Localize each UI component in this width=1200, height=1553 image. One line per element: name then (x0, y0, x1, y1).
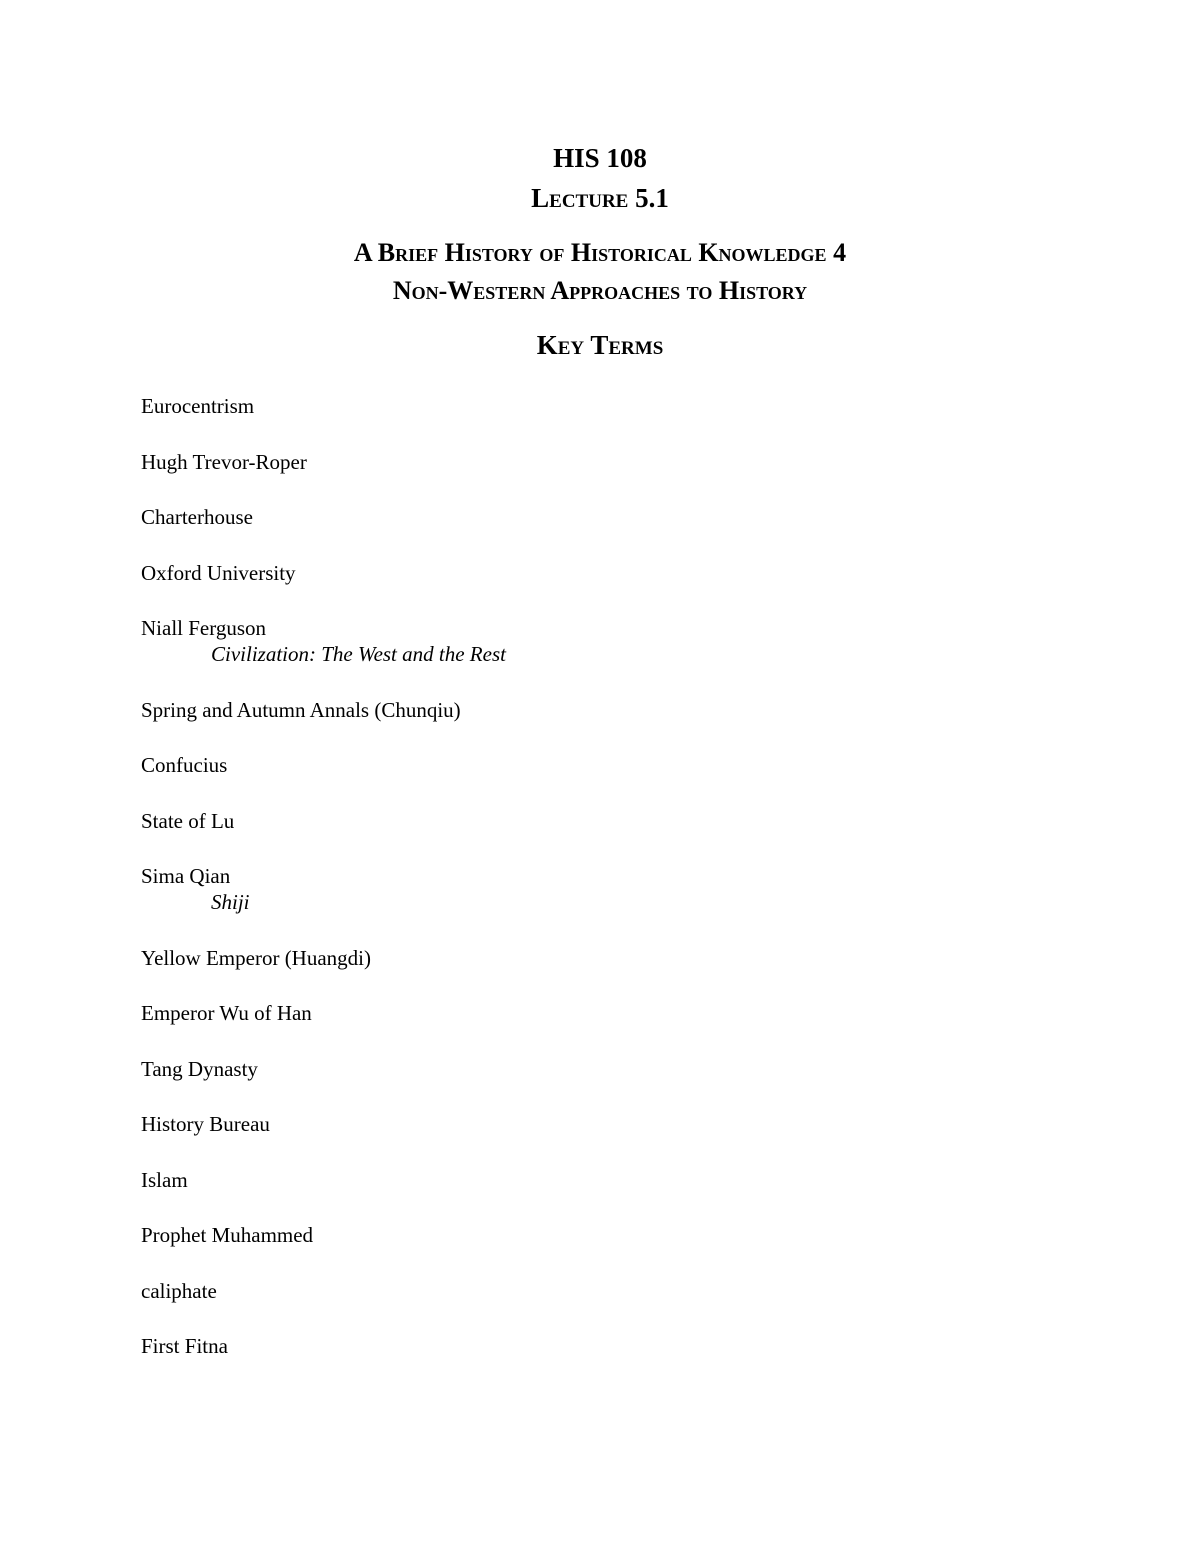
key-term-label: State of Lu (141, 808, 235, 833)
key-term (141, 1000, 1141, 1026)
key-term-label: Spring and Autumn Annals (Chunqiu) (141, 697, 461, 722)
key-term-label: Yellow Emperor (Huangdi) (141, 945, 371, 970)
key-term-label: Oxford University (141, 560, 296, 585)
key-term-work-title: Civilization: The West and the Rest (211, 642, 506, 666)
course-code: HIS 108 (553, 143, 647, 173)
lecture-subtitle: Non-Western Approaches to History (392, 276, 808, 305)
key-term-label: Emperor Wu of Han (141, 1001, 312, 1025)
key-term (141, 752, 1141, 778)
key-term-label: First Fitna (141, 1334, 228, 1358)
key-term (141, 393, 1141, 419)
lecture-title: A Brief History of Historical Knowledge 4 (353, 238, 847, 267)
key-term-label: Niall Ferguson (141, 616, 267, 640)
key-term (141, 1278, 1141, 1304)
key-term (141, 615, 1141, 667)
key-term-label: Tang Dynasty (141, 1056, 258, 1081)
key-terms-list (141, 393, 1141, 1389)
key-term-label: Eurocentrism (141, 394, 255, 418)
key-term-label: History Bureau (141, 1112, 270, 1136)
key-term-label: Islam (141, 1167, 188, 1192)
key-term (141, 560, 1141, 586)
key-term-work-title: Shiji (211, 890, 250, 914)
key-term (141, 863, 1141, 915)
key-term-label: Hugh Trevor-Roper (141, 449, 307, 474)
key-term (141, 1222, 1141, 1248)
key-term-label: caliphate (141, 1278, 217, 1303)
lecture-number: Lecture 5.1 (531, 183, 669, 213)
key-term (141, 504, 1141, 530)
key-term-label: Sima Qian (141, 864, 231, 888)
key-term (141, 697, 1141, 723)
key-term-label: Confucius (141, 753, 228, 777)
key-term (141, 1333, 1141, 1359)
key-term-label: Prophet Muhammed (141, 1223, 314, 1247)
section-heading: Key Terms (536, 330, 664, 360)
key-term (141, 1111, 1141, 1137)
key-term (141, 945, 1141, 971)
key-term (141, 1167, 1141, 1193)
key-term (141, 449, 1141, 475)
key-term (141, 808, 1141, 834)
key-term-label: Charterhouse (141, 505, 253, 529)
key-term (141, 1056, 1141, 1082)
